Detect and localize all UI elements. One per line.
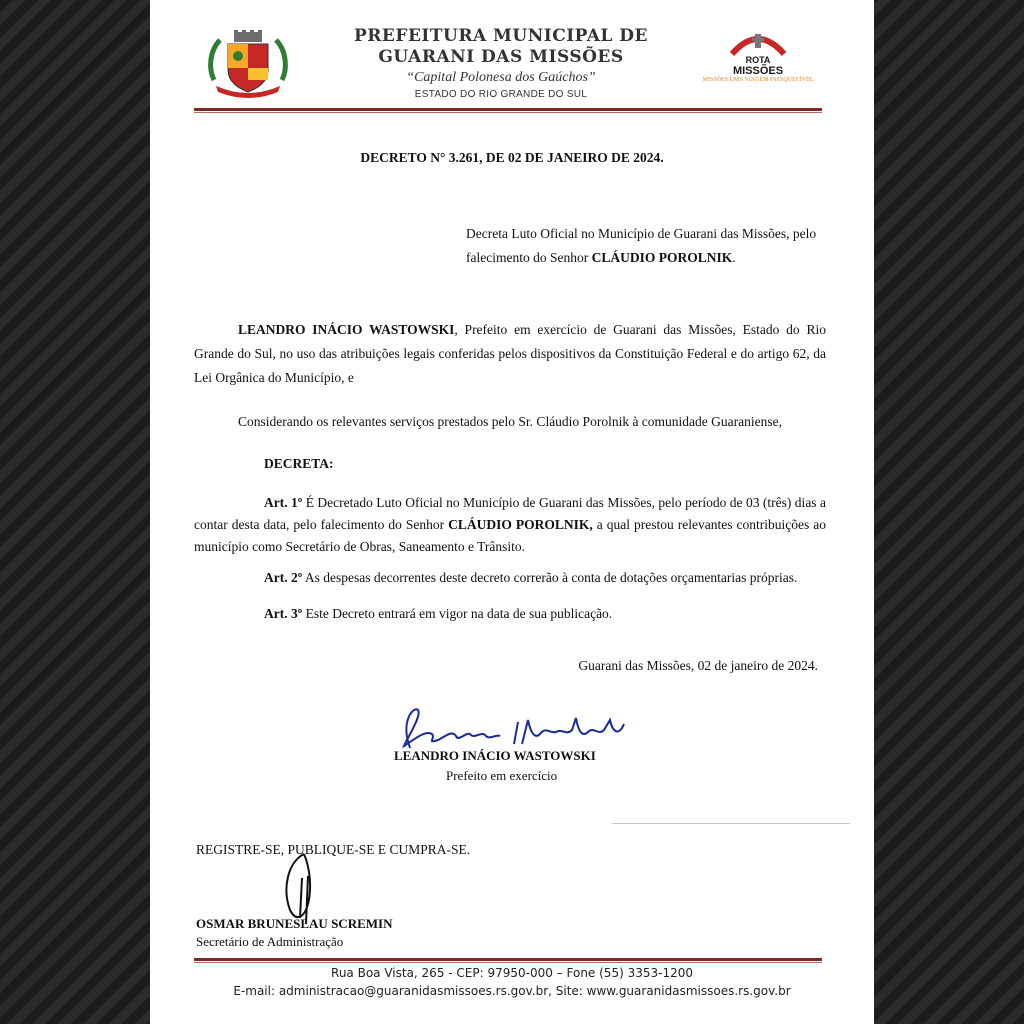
ementa-end: . <box>732 250 736 265</box>
footer-address: Rua Boa Vista, 265 - CEP: 97950-000 – Fone (55) 3353-1200 <box>331 966 693 980</box>
header-rule-thin <box>194 112 822 113</box>
article-2 <box>264 566 834 590</box>
rota-logo-line1: ROTA <box>745 55 771 65</box>
secretary-name: OSMAR BRUNESLAU SCREMIN <box>196 916 393 931</box>
state-name: ESTADO DO RIO GRANDE DO SUL <box>414 89 588 100</box>
ementa-text: Decreta Luto Oficial no Município de Guarani das Missões, pelo falecimento do Senhor <box>466 226 817 265</box>
municipality-motto: “Capital Polonesa dos Gaúchos” <box>406 70 596 85</box>
preamble-paragraph <box>194 318 826 390</box>
mayor-name: LEANDRO INÁCIO WASTOWSKI <box>394 748 596 763</box>
preamble-text: , Prefeito em exercício de Guarani das Missões, Estado do Rio Grande do Sul, no uso das atribuições legais conferidas pelos dispositivos da Constituição Federal e do artigo 62, da Lei Orgânica do Município, e <box>194 322 826 385</box>
ementa-name: CLÁUDIO POROLNIK <box>591 250 733 265</box>
article-2-text: As despesas decorrentes deste decreto correrão à conta de dotações orçamentarias próprias. <box>302 570 798 585</box>
article-3-text: Este Decreto entrará em vigor na data de sua publicação. <box>302 606 613 621</box>
footer-contact: E-mail: administracao@guaranidasmissoes.rs.gov.br, Site: www.guaranidasmissoes.rs.gov.br <box>233 984 791 998</box>
article-3-label: Art. 3º <box>264 606 303 621</box>
place-and-date: Guarani das Missões, 02 de janeiro de 2024. <box>578 658 818 673</box>
article-1-text-a: É Decretado Luto Oficial no Município de Guarani das Missões, pelo período de 03 (três) dias a contar desta data, pelo falecimento do Senhor <box>194 495 826 532</box>
municipality-title-line1: PREFEITURA MUNICIPAL DE <box>354 26 648 46</box>
rota-missoes-logo <box>698 30 818 102</box>
decree-title: DECRETO N° 3.261, DE 02 DE JANEIRO DE 2024. <box>360 150 664 165</box>
municipality-title-line2: GUARANI DAS MISSÕES <box>378 47 624 67</box>
article-1-name: CLÁUDIO POROLNIK, <box>448 517 593 532</box>
document-page <box>150 0 874 1024</box>
rota-logo-line2: MISSÕES <box>732 65 784 77</box>
registre-publique: REGISTRE-SE, PUBLIQUE-SE E CUMPRA-SE. <box>196 842 471 857</box>
header-rule <box>194 108 822 111</box>
considerando-paragraph: Considerando os relevantes serviços prestados pelo Sr. Cláudio Porolnik à comunidade Guaraniense, <box>238 414 783 429</box>
article-1-label: Art. 1º <box>264 495 303 510</box>
scan-artifact-line <box>612 823 850 824</box>
article-1 <box>194 492 826 558</box>
decree-ementa <box>466 222 826 270</box>
decreta-heading: DECRETA: <box>264 456 334 471</box>
rota-missoes-arc-icon <box>728 30 788 56</box>
municipal-crest-icon <box>206 28 290 100</box>
rota-logo-tagline: MISSÕES UMA VIAGEM INESQUECÍVEL <box>702 77 814 83</box>
article-1-text-b: a qual prestou relevantes contribuições ao município como Secretário de Obras, Saneamento e Trânsito. <box>194 517 826 554</box>
preamble-mayor-name: LEANDRO INÁCIO WASTOWSKI <box>238 322 455 337</box>
article-3 <box>264 602 834 626</box>
footer-rule-thin <box>194 962 822 963</box>
secretary-role: Secretário de Administração <box>196 934 344 949</box>
mayor-role: Prefeito em exercício <box>446 768 558 783</box>
article-2-label: Art. 2º <box>264 570 303 585</box>
footer-rule <box>194 958 822 961</box>
